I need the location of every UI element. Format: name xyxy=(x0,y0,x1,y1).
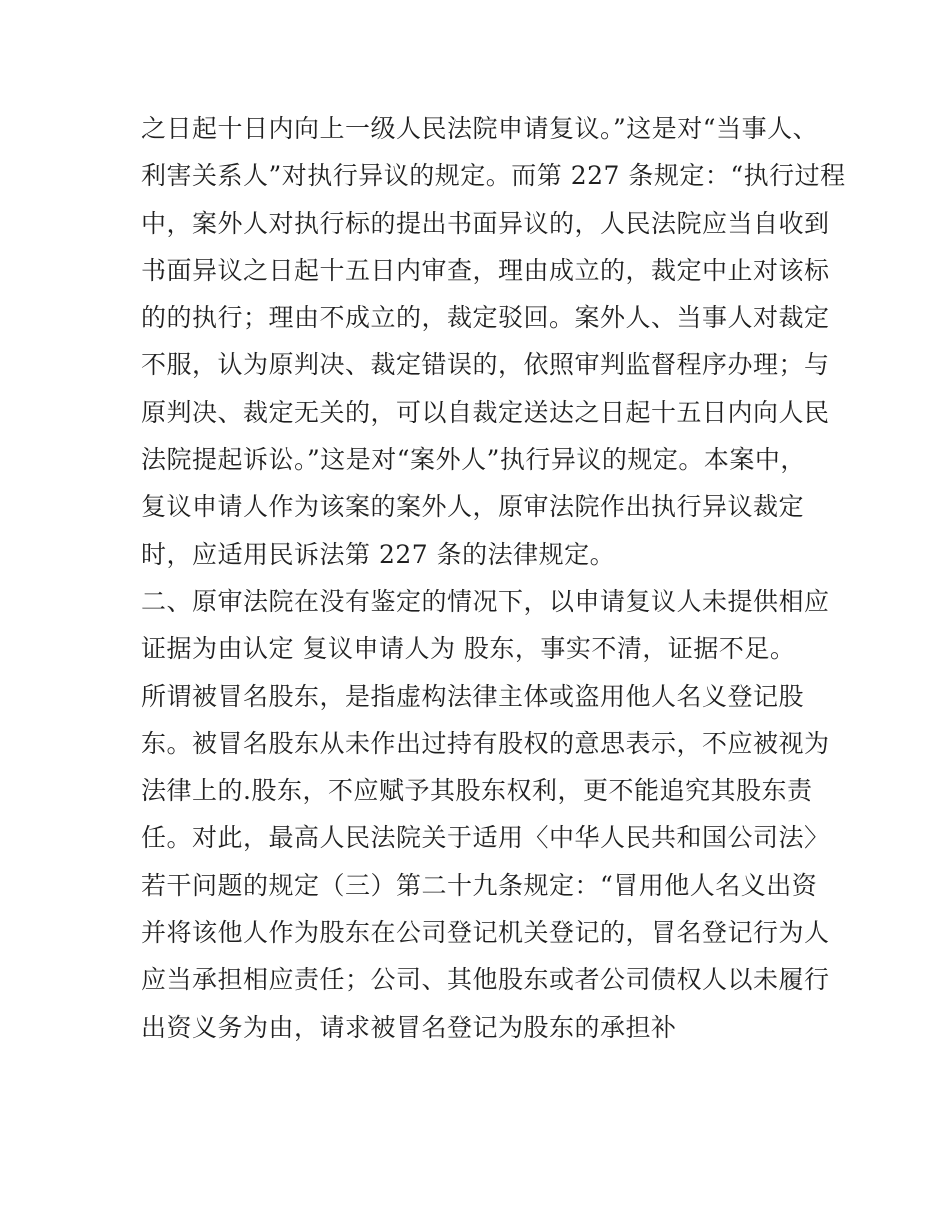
text-line: 东。被冒名股东从未作出过持有股权的意思表示，不应被视为 xyxy=(141,728,830,758)
text-line: 若干问题的规定（三）第二十九条规定：“冒用他人名义出资 xyxy=(141,870,818,900)
text-line: 任。对此，最高人民法院关于适用〈中华人民共和国公司法〉 xyxy=(141,823,830,853)
text-line: 书面异议之日起十五日内审查，理由成立的，裁定中止对该标 xyxy=(141,255,830,285)
text-line: 并将该他人作为股东在公司登记机关登记的，冒名登记行为人 xyxy=(141,918,830,948)
text-line: 原判决、裁定无关的，可以自裁定送达之日起十五日内向人民 xyxy=(141,397,830,427)
text-line: 时，应适用民诉法第 227 条的法律规定。 xyxy=(141,539,616,569)
body-text xyxy=(141,105,846,1051)
text-line: 复议申请人作为该案的案外人，原审法院作出执行异议裁定 xyxy=(141,492,805,522)
text-line: 法院提起诉讼。”这是对“案外人”执行异议的规定。本案中， xyxy=(141,445,806,475)
text-line: 证据为由认定 复议申请人为 股东，事实不清，证据不足。 xyxy=(141,634,796,664)
text-line: 中，案外人对执行标的提出书面异议的，人民法院应当自收到 xyxy=(141,208,830,238)
text-line: 应当承担相应责任；公司、其他股东或者公司债权人以未履行 xyxy=(141,965,830,995)
text-line: 不服，认为原判决、裁定错误的，依照审判监督程序办理；与 xyxy=(141,350,830,380)
text-line: 出资义务为由，请求被冒名登记为股东的承担补 xyxy=(141,1012,677,1042)
text-line: 所谓被冒名股东，是指虚构法律主体或盗用他人名义登记股 xyxy=(141,681,805,711)
text-line: 法律上的.股东，不应赋予其股东权利，更不能追究其股东责 xyxy=(141,776,813,806)
text-line: 的的执行；理由不成立的，裁定驳回。案外人、当事人对裁定 xyxy=(141,303,830,333)
text-line: 之日起十日内向上一级人民法院申请复议。”这是对“当事人、 xyxy=(141,114,819,143)
text-line: 利害关系人”对执行异议的规定。而第 227 条规定：“执行过程 xyxy=(141,161,846,191)
text-line: 二、原审法院在没有鉴定的情况下，以申请复议人未提供相应 xyxy=(141,586,830,616)
